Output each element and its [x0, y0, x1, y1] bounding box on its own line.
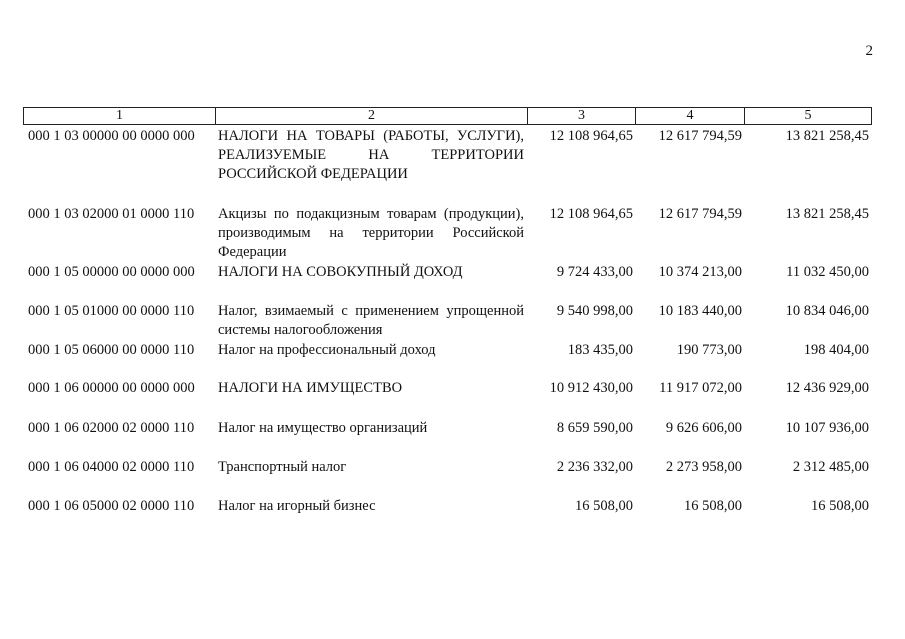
page-number: 2 — [865, 43, 873, 59]
income-name: НАЛОГИ НА ИМУЩЕСТВО — [218, 380, 403, 396]
budget-code: 000 1 05 06000 00 0000 110 — [28, 342, 195, 358]
budget-code: 000 1 05 00000 00 0000 000 — [28, 264, 195, 280]
value-col-4: 9 626 606,00 — [665, 420, 742, 436]
budget-code: 000 1 06 04000 02 0000 110 — [28, 459, 195, 475]
header-col-5: 5 — [745, 108, 872, 125]
value-col-4: 12 617 794,59 — [658, 206, 742, 222]
income-name: НАЛОГИ НА ТОВАРЫ (РАБОТЫ, УСЛУГИ), РЕАЛИЗУЕМЫЕ НА ТЕРРИТОРИИ РОССИЙСКОЙ ФЕДЕРАЦИИ — [218, 128, 524, 182]
value-col-3: 9 540 998,00 — [556, 303, 633, 319]
header-col-1: 1 — [24, 108, 216, 125]
value-col-3: 12 108 964,65 — [549, 128, 633, 144]
income-name: Акцизы по подакцизным товарам (продукции), производимым на территории Российской Федерации — [218, 206, 524, 260]
income-name: Транспортный налог — [218, 459, 347, 475]
value-col-3: 9 724 433,00 — [556, 264, 633, 280]
income-name: Налог на игорный бизнес — [218, 498, 376, 514]
budget-code: 000 1 06 02000 02 0000 110 — [28, 420, 195, 436]
value-col-5: 10 834 046,00 — [785, 303, 869, 319]
value-col-3: 10 912 430,00 — [549, 380, 633, 396]
value-col-4: 190 773,00 — [676, 342, 742, 358]
value-col-5: 198 404,00 — [803, 342, 869, 358]
budget-code: 000 1 05 01000 00 0000 110 — [28, 303, 195, 319]
value-col-3: 8 659 590,00 — [556, 420, 633, 436]
value-col-4: 10 183 440,00 — [658, 303, 742, 319]
value-col-3: 16 508,00 — [575, 498, 633, 514]
value-col-3: 2 236 332,00 — [556, 459, 633, 475]
value-col-5: 11 032 450,00 — [786, 264, 869, 280]
value-col-4: 16 508,00 — [684, 498, 742, 514]
income-name: Налог на профессиональный доход — [218, 342, 436, 358]
value-col-5: 13 821 258,45 — [785, 128, 869, 144]
value-col-5: 16 508,00 — [811, 498, 869, 514]
income-name: Налог на имущество организаций — [218, 420, 428, 436]
value-col-4: 2 273 958,00 — [665, 459, 742, 475]
budget-code: 000 1 03 02000 01 0000 110 — [28, 206, 195, 222]
value-col-5: 2 312 485,00 — [792, 459, 869, 475]
column-number-header — [23, 107, 872, 125]
header-col-4: 4 — [636, 108, 745, 125]
budget-code: 000 1 03 00000 00 0000 000 — [28, 128, 195, 144]
value-col-4: 12 617 794,59 — [658, 128, 742, 144]
value-col-4: 10 374 213,00 — [658, 264, 742, 280]
value-col-4: 11 917 072,00 — [659, 380, 742, 396]
budget-code: 000 1 06 00000 00 0000 000 — [28, 380, 195, 396]
income-name: Налог, взимаемый с применением упрощенной системы налогообложения — [218, 303, 524, 338]
budget-code: 000 1 06 05000 02 0000 110 — [28, 498, 195, 514]
value-col-5: 10 107 936,00 — [785, 420, 869, 436]
header-col-3: 3 — [528, 108, 636, 125]
value-col-5: 13 821 258,45 — [785, 206, 869, 222]
value-col-3: 183 435,00 — [567, 342, 633, 358]
header-row — [24, 108, 872, 125]
value-col-3: 12 108 964,65 — [549, 206, 633, 222]
value-col-5: 12 436 929,00 — [785, 380, 869, 396]
header-col-2: 2 — [216, 108, 528, 125]
income-name: НАЛОГИ НА СОВОКУПНЫЙ ДОХОД — [218, 264, 463, 280]
